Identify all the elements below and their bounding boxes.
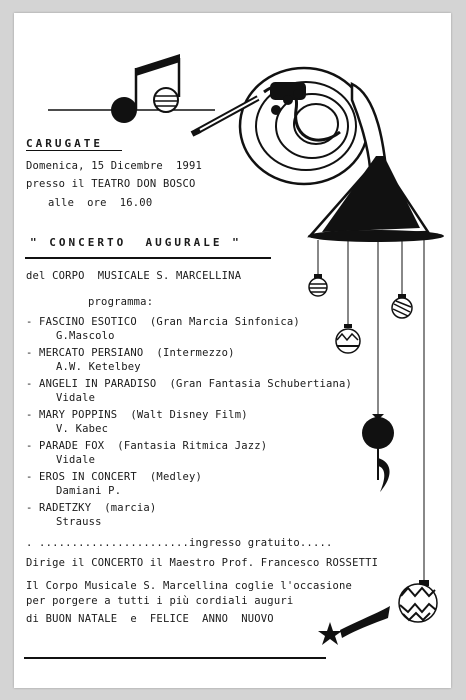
ornament-icon: [362, 414, 394, 492]
town-heading: CARUGATE: [26, 137, 103, 150]
town-underline: [26, 150, 122, 151]
organizer-line: del CORPO MUSICALE S. MARCELLINA: [26, 270, 242, 282]
ornament-icon: [309, 274, 327, 296]
program-item-author: V. Kabec: [56, 423, 109, 435]
program-item-author: Damiani P.: [56, 485, 122, 497]
conductor-line: Dirige il CONCERTO il Maestro Prof. Francesco ROSSETTI: [26, 557, 379, 569]
greeting-line-2: per porgere a tutti i più cordiali auguri: [26, 595, 294, 607]
program-item-title: - ANGELI IN PARADISO (Gran Fantasia Schubertiana): [26, 378, 353, 390]
ornament-icon: [336, 324, 360, 353]
program-item-author: Vidale: [56, 454, 96, 466]
shooting-star-icon: [318, 606, 390, 645]
program-item-author: Vidale: [56, 392, 96, 404]
program-item-title: - MARY POPPINS (Walt Disney Film): [26, 409, 248, 421]
program-item-author: Strauss: [56, 516, 102, 528]
concert-title: " CONCERTO AUGURALE ": [30, 236, 242, 249]
program-item-title: - FASCINO ESOTICO (Gran Marcia Sinfonica): [26, 316, 300, 328]
music-note-icon: [48, 54, 215, 123]
hanging-strings: [318, 240, 424, 584]
program-heading: programma:: [88, 296, 154, 308]
program-item-title: - PARADE FOX (Fantasia Ritmica Jazz): [26, 440, 268, 452]
greeting-line-1: Il Corpo Musicale S. Marcellina coglie l'occasione: [26, 580, 353, 592]
french-horn-icon: [192, 68, 444, 242]
ornament-icon: [399, 580, 437, 622]
program-item-author: A.W. Ketelbey: [56, 361, 141, 373]
event-time: alle ore 16.00: [48, 197, 153, 209]
program-item-author: G.Mascolo: [56, 330, 115, 342]
program-item-title: - EROS IN CONCERT (Medley): [26, 471, 203, 483]
bottom-divider: [24, 657, 326, 659]
program-item-title: - MERCATO PERSIANO (Intermezzo): [26, 347, 235, 359]
event-date: Domenica, 15 Dicembre 1991: [26, 160, 203, 172]
admission-line: . .......................ingresso gratuito.....: [26, 537, 333, 549]
ornament-icon: [392, 294, 412, 318]
program-item-title: - RADETZKY (marcia): [26, 502, 157, 514]
event-venue: presso il TEATRO DON BOSCO: [26, 178, 196, 190]
title-divider: [25, 257, 271, 259]
greeting-line-3: di BUON NATALE e FELICE ANNO NUOVO: [26, 613, 274, 625]
